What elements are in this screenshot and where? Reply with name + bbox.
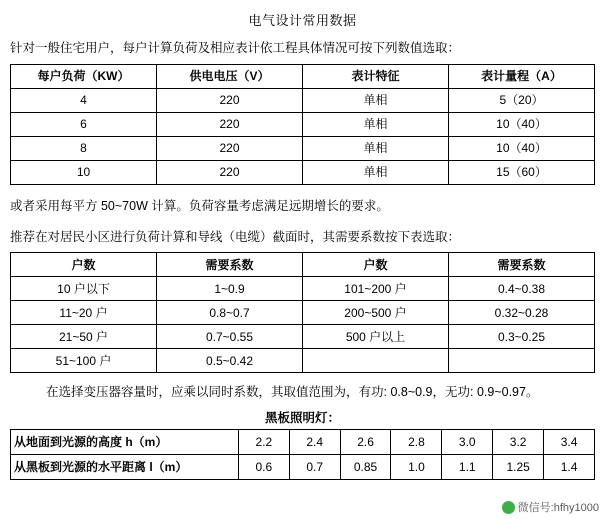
cell-households-a: 21~50 户 <box>11 325 157 349</box>
cell-households-a: 51~100 户 <box>11 349 157 373</box>
cell-distance-7: 1.4 <box>544 455 595 480</box>
table-row <box>11 325 595 349</box>
cell-load: 10 <box>11 160 157 184</box>
table-row <box>11 430 595 455</box>
cell-factor-a: 0.5~0.42 <box>157 349 303 373</box>
watermark <box>502 499 599 515</box>
table-row <box>11 277 595 301</box>
col-header-meter-type: 表计特征 <box>303 64 449 88</box>
paragraph-load-intro: 针对一般住宅用户，每户计算负荷及相应表计依工程具体情况可按下列数值选取： <box>10 41 461 55</box>
paragraph-transformer: 在选择变压器容量时，应乘以同时系数，其取值范围为，有功: 0.8~0.9，无功: 0.9~0.97。 <box>46 385 539 400</box>
col-header-factor-b: 需要系数 <box>449 253 595 277</box>
paragraph-area-load: 或者采用每平方 50~70W 计算。负荷容量考虑满足远期增长的要求。 <box>10 198 389 213</box>
cell-factor-b: 0.32~0.28 <box>449 301 595 325</box>
cell-load: 8 <box>11 136 157 160</box>
cell-height-6: 3.2 <box>493 430 544 455</box>
cell-voltage: 220 <box>157 88 303 112</box>
watermark-text: 微信号:hfhy1000 <box>517 502 599 514</box>
cell-meter-type: 单相 <box>303 88 449 112</box>
cell-meter-type: 单相 <box>303 160 449 184</box>
table-row <box>11 455 595 480</box>
table-header-row <box>11 253 595 277</box>
table-row <box>11 160 595 184</box>
cell-households-b: 101~200 户 <box>303 277 449 301</box>
cell-factor-a: 0.7~0.55 <box>157 325 303 349</box>
cell-households-b: 500 户以上 <box>303 325 449 349</box>
cell-meter-range: 10（40） <box>449 112 595 136</box>
col-header-households-a: 户数 <box>11 253 157 277</box>
cell-meter-type: 单相 <box>303 112 449 136</box>
cell-distance-6: 1.25 <box>493 455 544 480</box>
page-title: 电气设计常用数据 <box>248 13 357 28</box>
table-row <box>11 136 595 160</box>
cell-households-a: 11~20 户 <box>11 301 157 325</box>
table-household-load <box>10 64 595 185</box>
cell-height-5: 3.0 <box>442 430 493 455</box>
paragraph-demand-factor-intro: 推荐在对居民小区进行负荷计算和导线（电缆）截面时，其需要系数按下表选取： <box>10 229 461 244</box>
wechat-icon <box>502 501 515 514</box>
table-demand-factor <box>10 252 595 373</box>
cell-households-b: 200~500 户 <box>303 301 449 325</box>
cell-height-2: 2.4 <box>289 430 340 455</box>
cell-meter-range: 5（20） <box>449 88 595 112</box>
cell-voltage: 220 <box>157 112 303 136</box>
cell-meter-range: 10（40） <box>449 136 595 160</box>
cell-height-3: 2.6 <box>340 430 391 455</box>
col-header-factor-a: 需要系数 <box>157 253 303 277</box>
cell-height-7: 3.4 <box>544 430 595 455</box>
table-row <box>11 301 595 325</box>
col-header-load: 每户负荷（KW） <box>11 64 157 88</box>
cell-factor-b <box>449 349 595 373</box>
col-header-meter-range: 表计量程（A） <box>449 64 595 88</box>
table-row <box>11 112 595 136</box>
col-header-households-b: 户数 <box>303 253 449 277</box>
spacer <box>10 373 595 383</box>
cell-factor-b: 0.3~0.25 <box>449 325 595 349</box>
cell-voltage: 220 <box>157 160 303 184</box>
cell-factor-a: 1~0.9 <box>157 277 303 301</box>
cell-households-a: 10 户以下 <box>11 277 157 301</box>
cell-voltage: 220 <box>157 136 303 160</box>
cell-height-4: 2.8 <box>391 430 442 455</box>
cell-distance-4: 1.0 <box>391 455 442 480</box>
cell-meter-range: 15（60） <box>449 160 595 184</box>
table-row <box>11 88 595 112</box>
row-label-distance: 从黑板到光源的水平距离 l（m） <box>11 455 239 480</box>
cell-meter-type: 单相 <box>303 136 449 160</box>
table-header-row <box>11 64 595 88</box>
spacer <box>10 187 595 197</box>
cell-distance-3: 0.85 <box>340 455 391 480</box>
col-header-voltage: 供电电压（V） <box>157 64 303 88</box>
cell-load: 6 <box>11 112 157 136</box>
cell-households-b <box>303 349 449 373</box>
cell-factor-a: 0.8~0.7 <box>157 301 303 325</box>
cell-distance-2: 0.7 <box>289 455 340 480</box>
blackboard-lighting-title: 黑板照明灯： <box>264 411 340 425</box>
cell-factor-b: 0.4~0.38 <box>449 277 595 301</box>
row-label-height: 从地面到光源的高度 h（m） <box>11 430 239 455</box>
table-row <box>11 349 595 373</box>
cell-load: 4 <box>11 88 157 112</box>
cell-distance-5: 1.1 <box>442 455 493 480</box>
table-blackboard-lighting <box>10 429 595 480</box>
cell-distance-1: 0.6 <box>238 455 289 480</box>
cell-height-1: 2.2 <box>238 430 289 455</box>
